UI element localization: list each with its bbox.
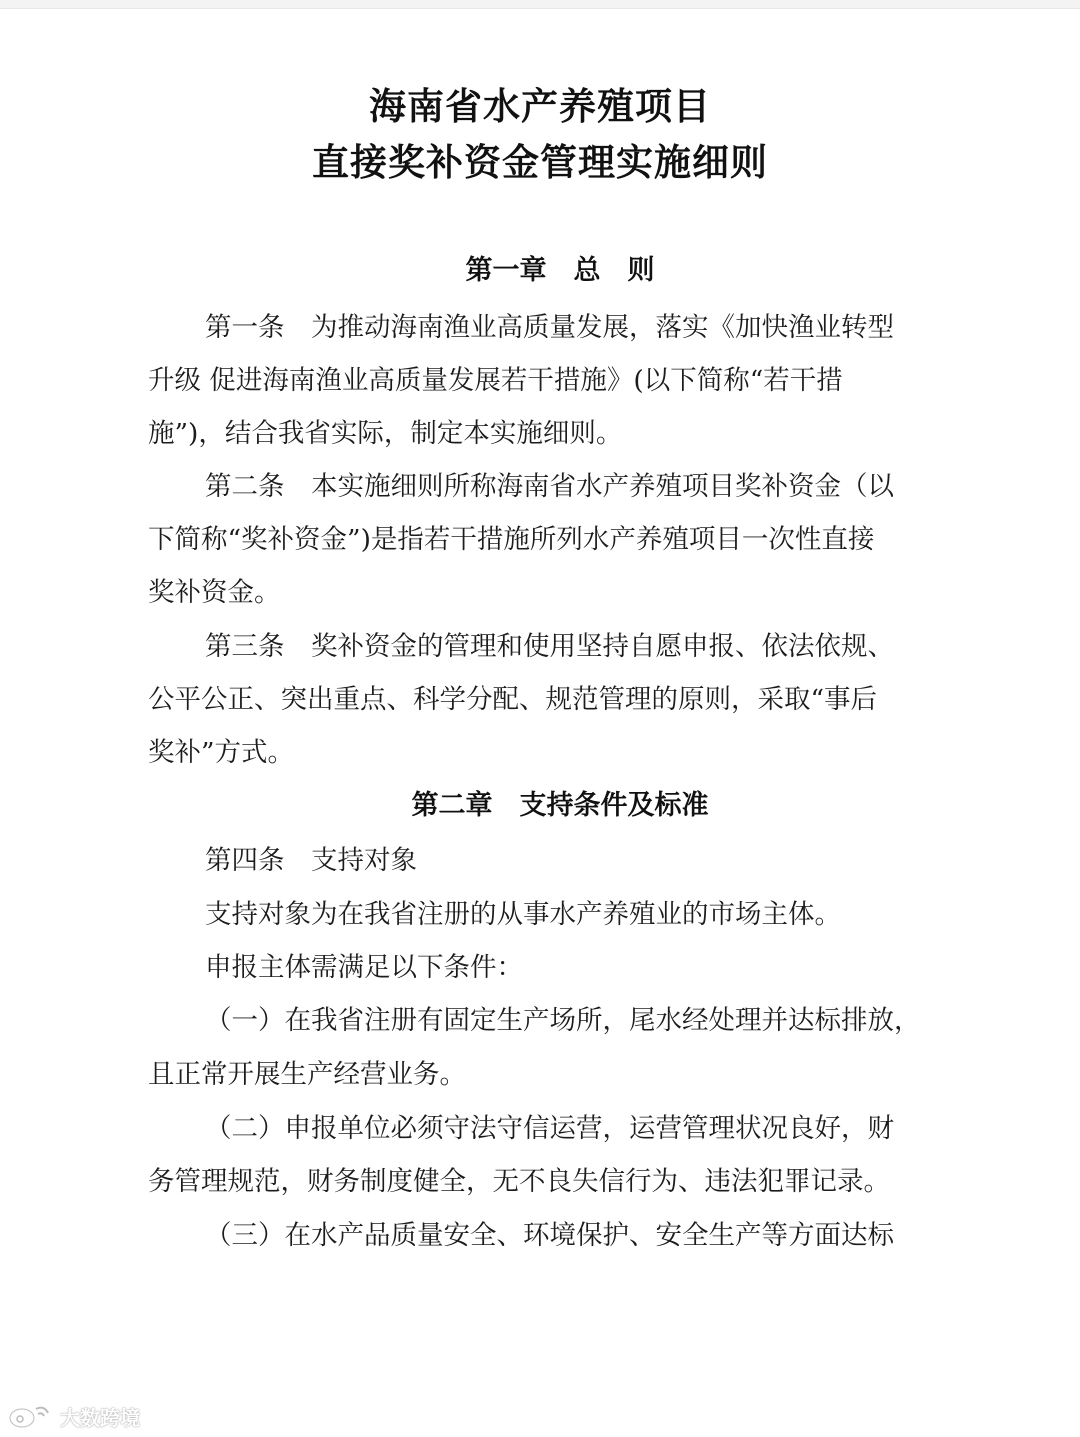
article-1-line-3: 施”)，结合我省实际，制定本实施细则。	[148, 418, 623, 449]
watermark-text: 大数跨境	[60, 1405, 140, 1430]
article-2-line-3: 奖补资金。	[148, 577, 281, 608]
article-4-line	[205, 838, 417, 877]
document-title-line-2: 直接奖补资金管理实施细则	[312, 141, 768, 184]
conditions-intro-paragraph: 申报主体需满足以下条件：	[205, 952, 523, 983]
article-1-label: 第一条	[205, 312, 311, 343]
article-3-line-3: 奖补”方式。	[148, 737, 295, 768]
article-4-label: 第四条	[205, 845, 311, 876]
article-2-text: 本实施细则所称海南省水产养殖项目奖补资金（以	[311, 471, 894, 502]
document-title-line-1: 海南省水产养殖项目	[369, 85, 711, 128]
article-3-label: 第三条	[205, 631, 311, 662]
article-4-title: 支持对象	[311, 845, 417, 876]
condition-2-line-2: 务管理规范，财务制度健全，无不良失信行为、违法犯罪记录。	[148, 1166, 890, 1197]
article-2-label: 第二条	[205, 471, 311, 502]
article-3-line-2: 公平公正、突出重点、科学分配、规范管理的原则，采取“事后	[148, 684, 878, 715]
condition-3-line-1: （三）在水产品质量安全、环境保护、安全生产等方面达标	[205, 1220, 894, 1251]
article-1-text: 为推动海南渔业高质量发展，落实《加快渔业转型	[311, 312, 894, 343]
article-1-line-1	[205, 305, 894, 344]
article-3-text: 奖补资金的管理和使用坚持自愿申报、依法依规、	[311, 631, 894, 662]
article-3-line-1	[205, 624, 894, 663]
watermark	[6, 1400, 140, 1432]
article-2-line-1	[205, 464, 894, 503]
chapter-2-heading: 第二章 支持条件及标准	[411, 790, 709, 821]
article-2-line-2: 下简称“奖补资金”)是指若干措施所列水产养殖项目一次性直接	[148, 524, 875, 555]
page-top-edge	[0, 0, 1080, 9]
condition-1-line-2: 且正常开展生产经营业务。	[148, 1059, 466, 1090]
condition-1-line-1: （一）在我省注册有固定生产场所，尾水经处理并达标排放，	[205, 1005, 921, 1036]
support-target-paragraph: 支持对象为在我省注册的从事水产养殖业的市场主体。	[205, 899, 841, 930]
chapter-1-heading: 第一章 总 则	[465, 255, 655, 286]
condition-2-line-1: （二）申报单位必须守法守信运营，运营管理状况良好，财	[205, 1113, 894, 1144]
article-1-line-2: 升级 促进海南渔业高质量发展若干措施》(以下简称“若干措	[148, 365, 843, 396]
weibo-style-logo-icon	[6, 1401, 56, 1431]
